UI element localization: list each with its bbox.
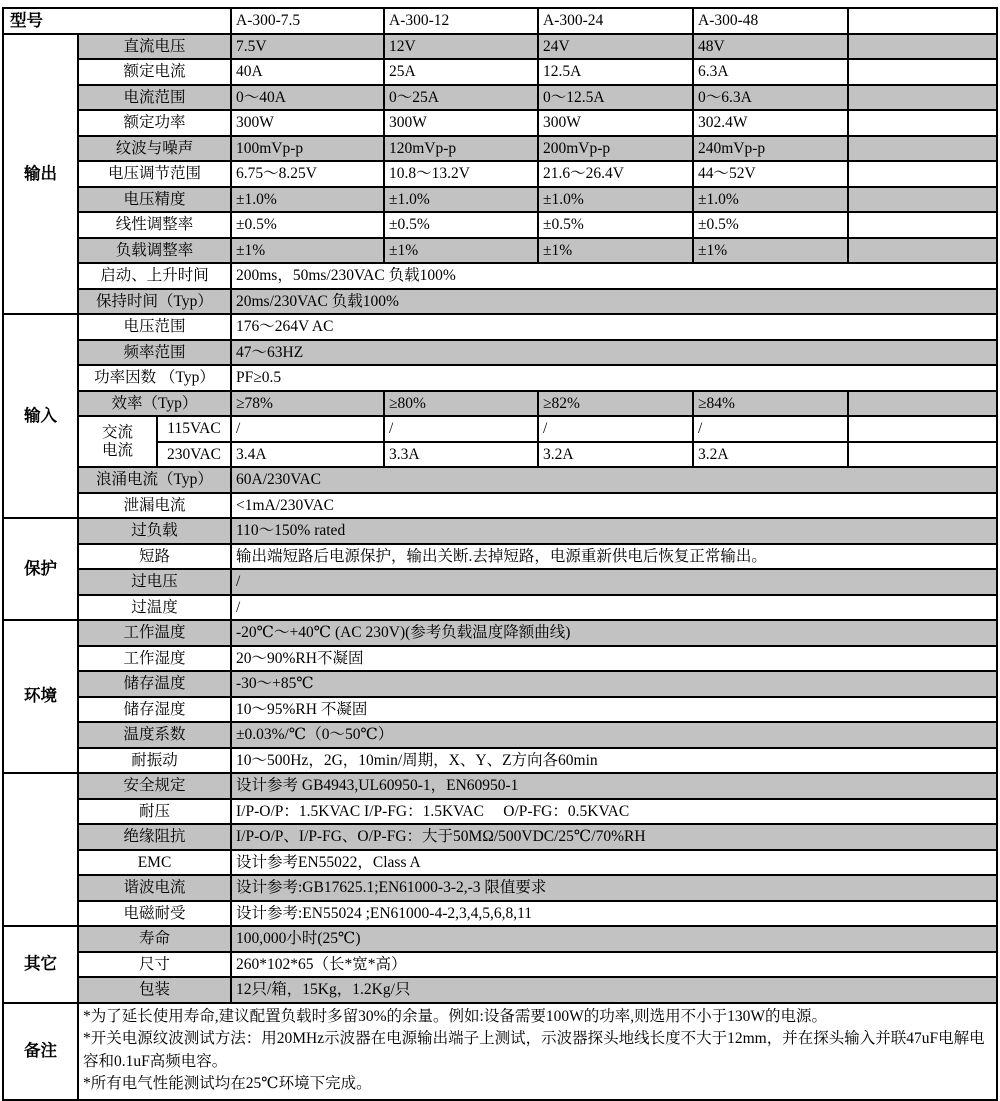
cell-value: / — [231, 569, 997, 595]
table-row — [3, 34, 997, 60]
notes-cell — [78, 1003, 997, 1100]
cell-value: 0～12.5A — [538, 85, 693, 111]
table-row — [3, 901, 997, 927]
cell-value: ±1% — [231, 238, 384, 264]
row-label: 谐波电流 — [78, 875, 231, 901]
cell-value: 0～6.3A — [693, 85, 848, 111]
cell-value: ±1% — [693, 238, 848, 264]
table-row — [3, 416, 997, 442]
cell-value: ≥82% — [538, 391, 693, 417]
section-label-protection: 保护 — [3, 518, 78, 620]
row-label: 纹波与噪声 — [78, 136, 231, 162]
ac-current-label-line1: 交流 — [101, 424, 133, 442]
empty-cell — [848, 59, 997, 85]
row-label: 浪涌电流（Typ） — [78, 467, 231, 493]
header-row — [3, 8, 997, 34]
table-row — [3, 340, 997, 366]
empty-cell — [848, 391, 997, 417]
row-label: 安全规定 — [78, 773, 231, 799]
row-label: 电磁耐受 — [78, 901, 231, 927]
row-label: EMC — [78, 850, 231, 876]
cell-value: 48V — [693, 34, 848, 60]
empty-cell — [848, 110, 997, 136]
row-label: 效率（Typ） — [78, 391, 231, 417]
empty-cell — [848, 212, 997, 238]
cell-value: 21.6～26.4V — [538, 161, 693, 187]
ac-current-label-line2: 电流 — [101, 441, 133, 459]
note-line: *为了延长使用寿命,建议配置负载时多留30%的余量。例如:设备需要100W的功率,则选用不小于130W的电源。 — [83, 1007, 827, 1025]
table-row — [3, 824, 997, 850]
cell-value: 10.8～13.2V — [384, 161, 538, 187]
cell-value: 10～95%RH 不凝固 — [231, 697, 997, 723]
table-row — [3, 518, 997, 544]
cell-value: 302.4W — [693, 110, 848, 136]
cell-value: -20℃～+40℃ (AC 230V)(参考负载温度降额曲线) — [231, 620, 997, 646]
table-row — [3, 59, 997, 85]
sub-row-label: 115VAC — [157, 416, 231, 442]
spec-table — [2, 7, 998, 1101]
table-row — [3, 467, 997, 493]
table-row — [3, 110, 997, 136]
row-label: 耐压 — [78, 799, 231, 825]
cell-value: 200ms，50ms/230VAC 负载100% — [231, 263, 997, 289]
cell-value: / — [231, 595, 997, 621]
cell-value: 设计参考:GB17625.1;EN61000-3-2,-3 限值要求 — [231, 875, 997, 901]
table-row — [3, 391, 997, 417]
table-row — [3, 620, 997, 646]
cell-value: ±0.5% — [384, 212, 538, 238]
table-row — [3, 697, 997, 723]
row-label: 启动、上升时间 — [78, 263, 231, 289]
cell-value: 20ms/230VAC 负载100% — [231, 289, 997, 315]
model-name: A-300-48 — [693, 8, 848, 34]
cell-value: 47～63HZ — [231, 340, 997, 366]
sub-row-label: 230VAC — [157, 442, 231, 468]
cell-value: 100mVp-p — [231, 136, 384, 162]
cell-value: ≥78% — [231, 391, 384, 417]
table-row — [3, 748, 997, 774]
table-row — [3, 595, 997, 621]
cell-value: ±1.0% — [538, 187, 693, 213]
section-label-others: 其它 — [3, 926, 78, 1003]
empty-cell — [848, 416, 997, 442]
cell-value: 3.3A — [384, 442, 538, 468]
row-label: 耐振动 — [78, 748, 231, 774]
empty-cell — [848, 136, 997, 162]
row-label: 寿命 — [78, 926, 231, 952]
cell-value: 40A — [231, 59, 384, 85]
empty-cell — [848, 161, 997, 187]
section-label-environment: 环境 — [3, 620, 78, 773]
row-label: 保持时间（Typ） — [78, 289, 231, 315]
table-row — [3, 926, 997, 952]
section-label-input: 输入 — [3, 314, 78, 518]
row-label: 额定电流 — [78, 59, 231, 85]
empty-cell — [848, 442, 997, 468]
row-label: 包装 — [78, 977, 231, 1003]
table-row — [3, 136, 997, 162]
note-line: *开关电源纹波测试方法：用20MHz示波器在电源输出端子上测试，示波器探头地线长度不大于12mm，并在探头输入并联47uF电解电容和0.1uF高频电容。 — [83, 1030, 985, 1070]
table-row — [3, 671, 997, 697]
cell-value: ±1% — [384, 238, 538, 264]
cell-value: ±1.0% — [693, 187, 848, 213]
section-label-output: 输出 — [3, 34, 78, 315]
model-name: A-300-7.5 — [231, 8, 384, 34]
table-row — [3, 314, 997, 340]
table-row — [3, 187, 997, 213]
table-row — [3, 212, 997, 238]
cell-value: 设计参考EN55022，Class A — [231, 850, 997, 876]
cell-value: 0～25A — [384, 85, 538, 111]
cell-value: 24V — [538, 34, 693, 60]
cell-value: 3.4A — [231, 442, 384, 468]
cell-value: 100,000小时(25℃) — [231, 926, 997, 952]
table-row — [3, 646, 997, 672]
cell-value: 44～52V — [693, 161, 848, 187]
note-line: *所有电气性能测试均在25℃环境下完成。 — [83, 1075, 372, 1092]
cell-value: 设计参考:EN55024 ;EN61000-4-2,3,4,5,6,8,11 — [231, 901, 997, 927]
row-label: 工作温度 — [78, 620, 231, 646]
table-row — [3, 85, 997, 111]
cell-value: / — [384, 416, 538, 442]
cell-value: 60A/230VAC — [231, 467, 997, 493]
table-row — [3, 544, 997, 570]
table-row — [3, 722, 997, 748]
empty-cell — [848, 34, 997, 60]
model-name: A-300-12 — [384, 8, 538, 34]
model-header-label: 型号 — [3, 8, 231, 34]
row-label-ac-current — [78, 416, 157, 467]
empty-cell — [848, 8, 997, 34]
cell-value: 12.5A — [538, 59, 693, 85]
cell-value: 12只/箱，15Kg，1.2Kg/只 — [231, 977, 997, 1003]
empty-cell — [848, 238, 997, 264]
row-label: 过电压 — [78, 569, 231, 595]
row-label: 频率范围 — [78, 340, 231, 366]
row-label: 短路 — [78, 544, 231, 570]
row-label: 绝缘阻抗 — [78, 824, 231, 850]
table-row — [3, 1003, 997, 1100]
cell-value: 120mVp-p — [384, 136, 538, 162]
table-row — [3, 365, 997, 391]
row-label: 额定功率 — [78, 110, 231, 136]
cell-value: 输出端短路后电源保护，输出关断.去掉短路，电源重新供电后恢复正常输出。 — [231, 544, 997, 570]
table-row — [3, 773, 997, 799]
cell-value: / — [538, 416, 693, 442]
cell-value: 20～90%RH不凝固 — [231, 646, 997, 672]
row-label: 尺寸 — [78, 952, 231, 978]
cell-value: 240mVp-p — [693, 136, 848, 162]
table-row — [3, 289, 997, 315]
cell-value: ±0.5% — [693, 212, 848, 238]
section-label-safety-empty — [3, 773, 78, 926]
row-label: 负载调整率 — [78, 238, 231, 264]
table-row — [3, 875, 997, 901]
cell-value: 300W — [231, 110, 384, 136]
cell-value: 7.5V — [231, 34, 384, 60]
row-label: 过负载 — [78, 518, 231, 544]
cell-value: 12V — [384, 34, 538, 60]
cell-value: 设计参考 GB4943,UL60950-1，EN60950-1 — [231, 773, 997, 799]
row-label: 电压调节范围 — [78, 161, 231, 187]
cell-value: <1mA/230VAC — [231, 493, 997, 519]
cell-value: 6.3A — [693, 59, 848, 85]
cell-value: ±0.5% — [231, 212, 384, 238]
row-label: 电压范围 — [78, 314, 231, 340]
row-label: 储存湿度 — [78, 697, 231, 723]
cell-value: 176～264V AC — [231, 314, 997, 340]
cell-value: 300W — [538, 110, 693, 136]
cell-value: I/P-O/P：1.5KVAC I/P-FG：1.5KVAC O/P-FG：0.5KVAC — [231, 799, 997, 825]
row-label: 电流范围 — [78, 85, 231, 111]
table-row — [3, 952, 997, 978]
section-label-notes: 备注 — [3, 1003, 78, 1100]
cell-value: 110～150% rated — [231, 518, 997, 544]
table-row — [3, 799, 997, 825]
cell-value: / — [231, 416, 384, 442]
table-row — [3, 977, 997, 1003]
table-row — [3, 161, 997, 187]
cell-value: 0～40A — [231, 85, 384, 111]
row-label: 工作湿度 — [78, 646, 231, 672]
cell-value: 3.2A — [693, 442, 848, 468]
empty-cell — [848, 85, 997, 111]
cell-value: ≥80% — [384, 391, 538, 417]
row-label: 过温度 — [78, 595, 231, 621]
table-row — [3, 493, 997, 519]
row-label: 电压精度 — [78, 187, 231, 213]
row-label: 功率因数 （Typ） — [78, 365, 231, 391]
table-row — [3, 569, 997, 595]
row-label: 直流电压 — [78, 34, 231, 60]
cell-value: -30～+85℃ — [231, 671, 997, 697]
cell-value: 300W — [384, 110, 538, 136]
cell-value: ±0.5% — [538, 212, 693, 238]
cell-value: 25A — [384, 59, 538, 85]
cell-value: 260*102*65（长*宽*高） — [231, 952, 997, 978]
row-label: 线性调整率 — [78, 212, 231, 238]
table-row — [3, 238, 997, 264]
cell-value: 6.75～8.25V — [231, 161, 384, 187]
table-row — [3, 263, 997, 289]
cell-value: / — [693, 416, 848, 442]
row-label: 储存温度 — [78, 671, 231, 697]
cell-value: ±1.0% — [231, 187, 384, 213]
row-label: 泄漏电流 — [78, 493, 231, 519]
cell-value: ±1.0% — [384, 187, 538, 213]
cell-value: I/P-O/P、I/P-FG、O/P-FG：大于50MΩ/500VDC/25℃/70%RH — [231, 824, 997, 850]
cell-value: PF≥0.5 — [231, 365, 997, 391]
cell-value: ±1% — [538, 238, 693, 264]
cell-value: ≥84% — [693, 391, 848, 417]
cell-value: 3.2A — [538, 442, 693, 468]
table-row — [3, 850, 997, 876]
cell-value: 200mVp-p — [538, 136, 693, 162]
cell-value: ±0.03%/℃（0～50℃） — [231, 722, 997, 748]
empty-cell — [848, 187, 997, 213]
row-label: 温度系数 — [78, 722, 231, 748]
model-name: A-300-24 — [538, 8, 693, 34]
cell-value: 10～500Hz，2G，10min/周期，X、Y、Z方向各60min — [231, 748, 997, 774]
